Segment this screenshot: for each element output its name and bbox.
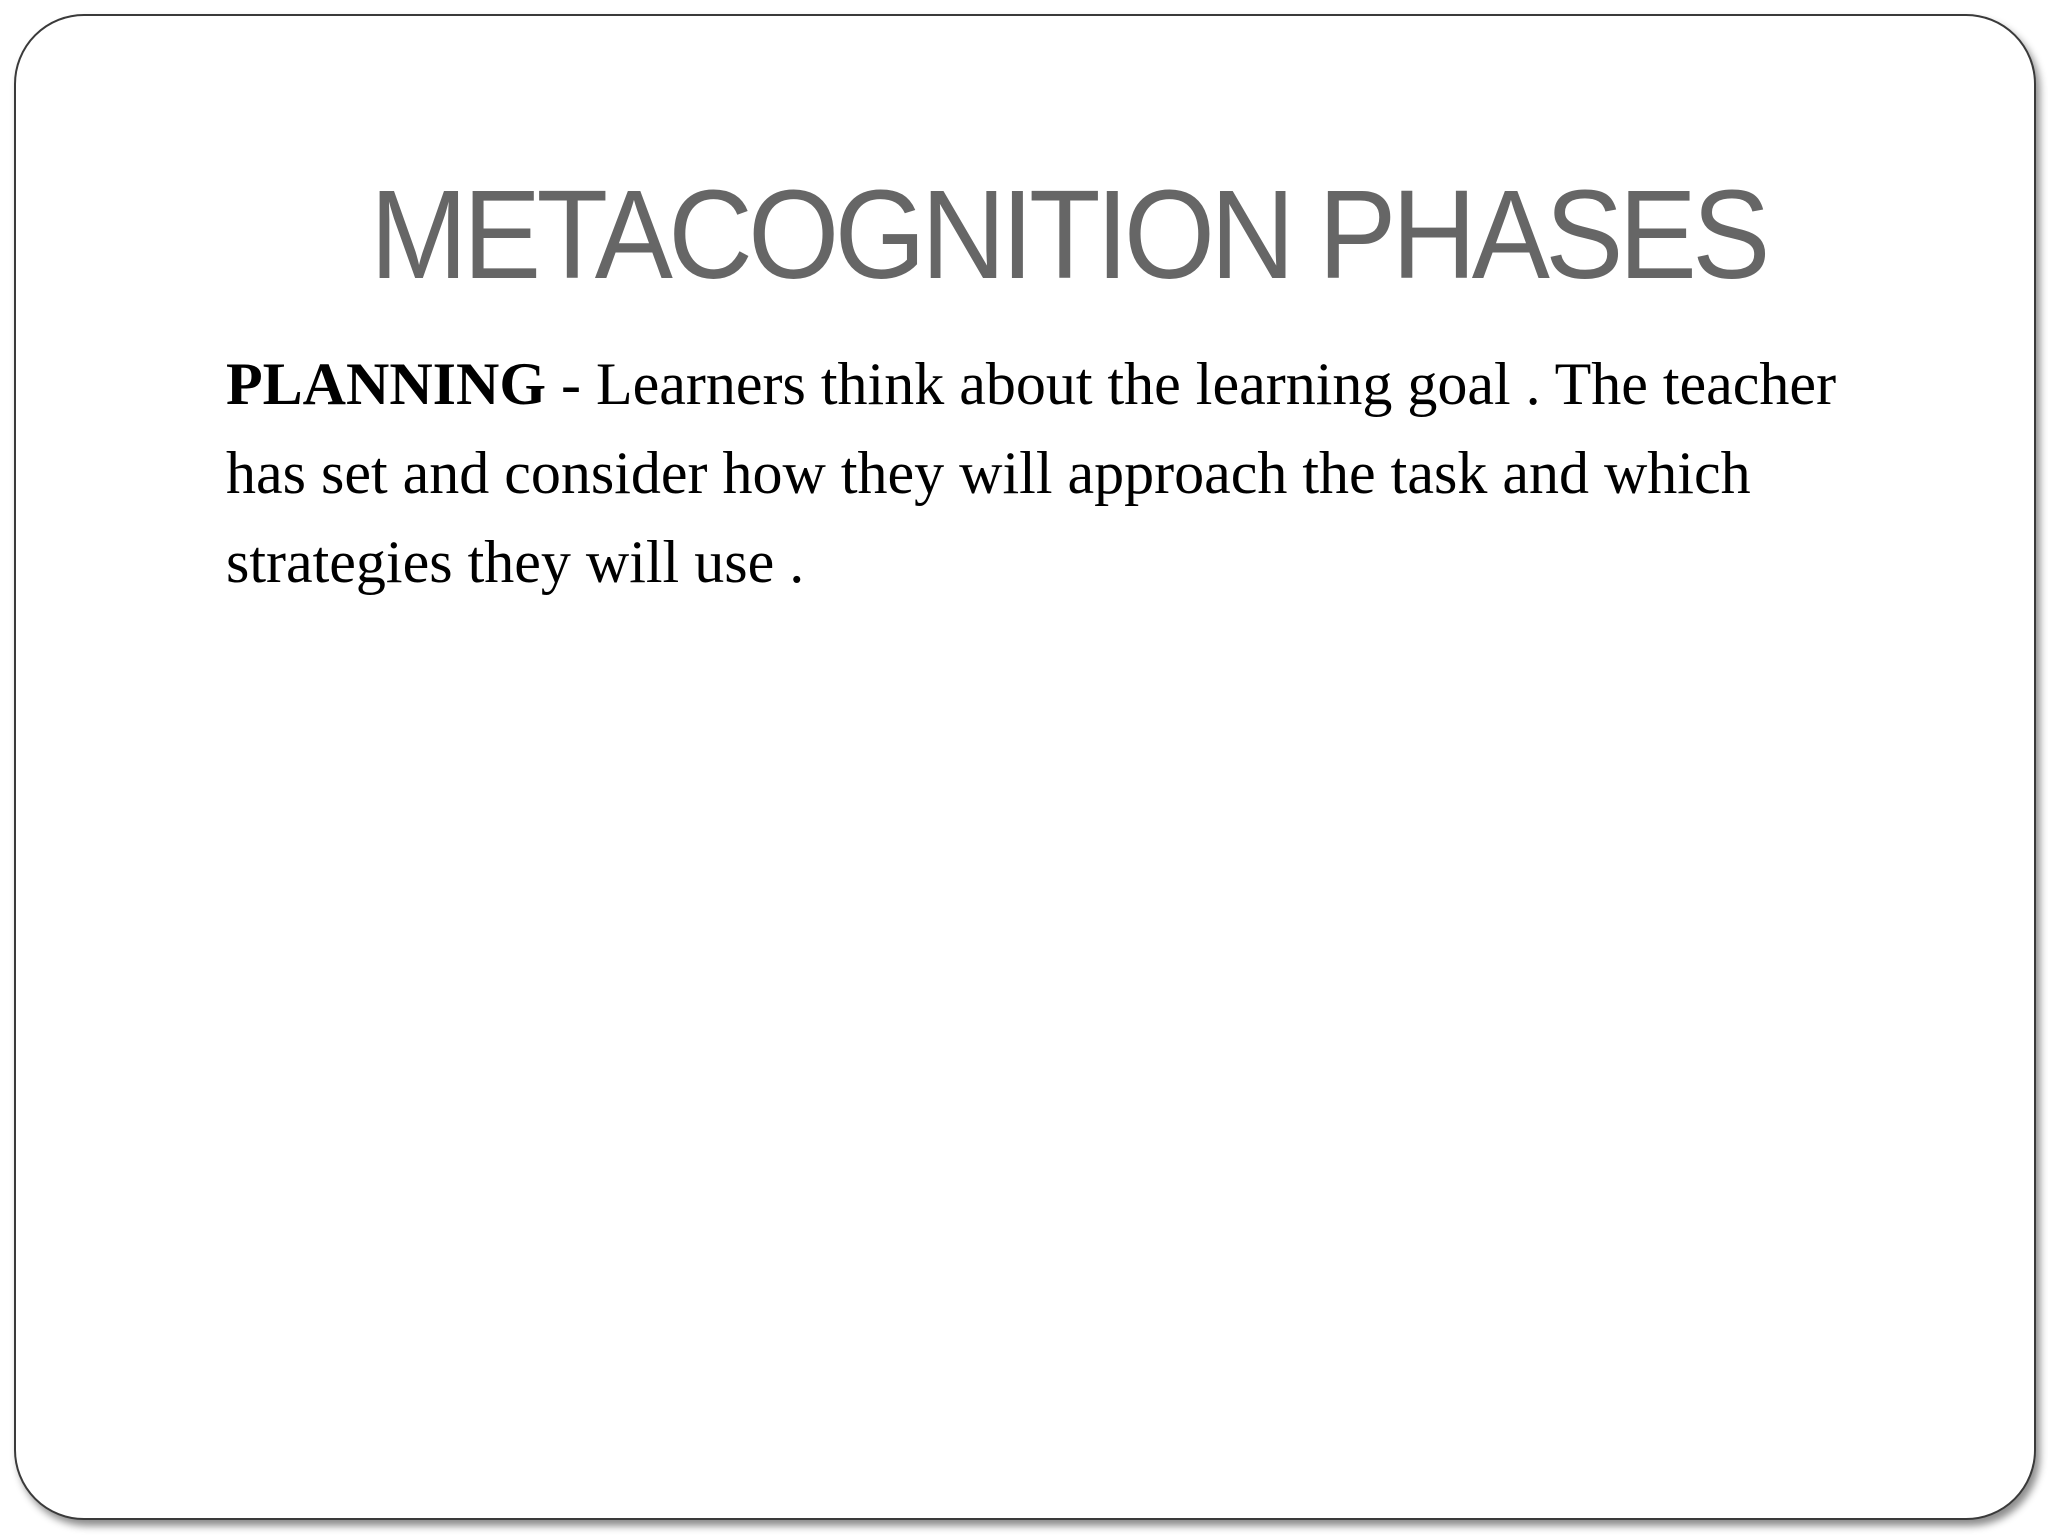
slide-body-paragraph: [226, 340, 1866, 607]
slide-title: METACOGNITION PHASES: [370, 164, 1766, 305]
phase-description: - Learners think about the learning goal . The teacher has set and consider how they will approach the task and which strategies they will use .: [226, 351, 1837, 595]
phase-term: PLANNING: [226, 351, 547, 417]
